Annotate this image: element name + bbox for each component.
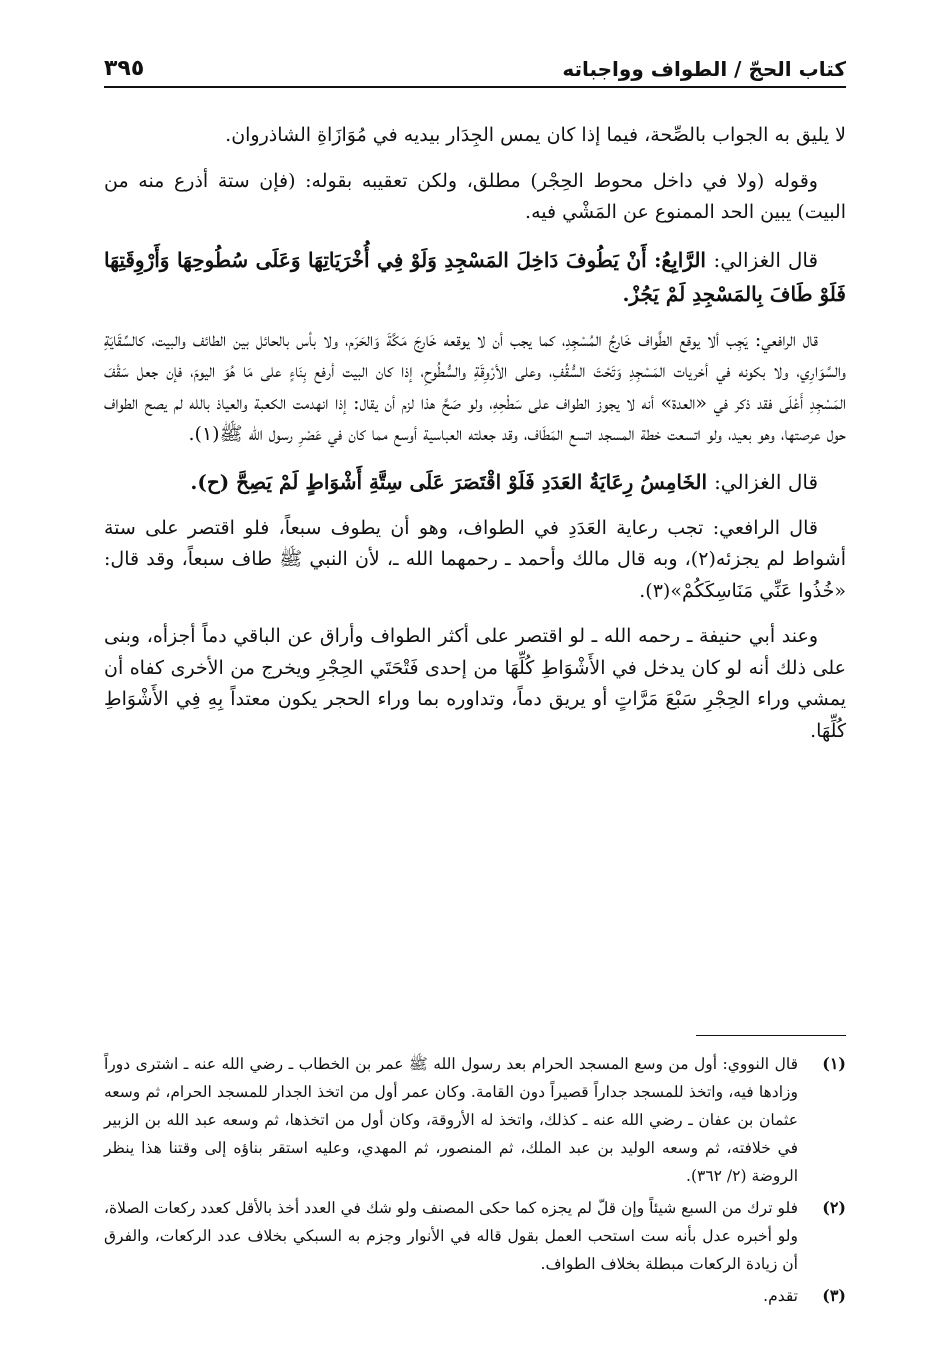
paragraph-text: تجب رعاية العَدَدِ في الطواف، وهو أن يطوف سبعاً، فلو اقتصر على ستة أشواط لم يجزئه(٢)، وبه قال مالك وأحمد ـ رحمهما الله ـ، لأن النبي ﷺ طاف سبعاً، وقد قال: «خُذُوا عَنِّي مَنَاسِكَكُمْ»(٣). bbox=[104, 516, 846, 602]
paragraph-text: وعند أبي حنيفة ـ رحمه الله ـ لو اقتصر على أكثر الطواف وأراق عن الباقي دماً أجزأه، وبنى على ذلك أنه لو كان يدخل في الأَشْوَاطِ كُلِّهَا من إحدى فَتْحَتَي الحِجْرِ ويخرج من الأخرى كفاه أن يمشي وراء الحِجْرِ سَبْعَ مَرَّاتٍ أو يريق دماً، وتداوره بما وراء الحجر يكون معتداً بِهِ فِي الأَشْوَاطِ كُلِّهَا. bbox=[104, 625, 846, 742]
footnote bbox=[104, 1050, 846, 1190]
paragraph bbox=[104, 120, 846, 152]
footnote-marker: (٣) bbox=[822, 1286, 846, 1305]
book-page bbox=[104, 50, 846, 1340]
paragraph-text: يَجِب ألا يوقع الطَّواف خَارِجُ المُسْجِدِ، كما يجب أن لا يوقعه خَارِجَ مَكَّةَ وَالحَرَم، ولا بأس بالحائل بين الطائف والبيت، كالسِّقَايَةِ والسَّوَارِي، ولا بكونه في أخريات المَسْجِدِ وَتَحْتَ السُّقُفِ، وعلى الأرْوِقَةِ والسُّطُوحِ، إذا كان البيت أرفع بِنَاءٍ على مَا هُوَ اليومَ، فإن جعل سَقْفَ المَسْجِدِ أَعْلَى فقد ذكر في «العدة» أنه لا يجوز الطواف على سَطْحِهِ، ولو صَحَّ هذا لزم أن يقال: إذا انهدمت الكعبة والعياذ بالله لم يصح الطواف حول عرصتها، وهو بعيد، ولو اتسعت خطة المسجد اتسع المَطَاف، وقد جعلته العباسية أوسع مما كان في عَصْرِ رسول الله ﷺ(١). bbox=[104, 328, 846, 445]
speaker-label: قال الغزالي: bbox=[713, 247, 819, 272]
paragraph bbox=[104, 166, 846, 229]
footnote-text: تقدم. bbox=[763, 1287, 798, 1305]
page-number: ٣٩٥ bbox=[104, 56, 145, 81]
paragraph-text: وقوله (ولا في داخل محوط الحِجْر) مطلق، ولكن تعقيبه بقوله: (فإن ستة أذرع منه من البيت) يبين الحد الممنوع عن المَشْي فيه. bbox=[104, 169, 846, 223]
paragraph bbox=[104, 621, 846, 747]
ghazali-quote bbox=[104, 465, 846, 499]
footnote bbox=[104, 1194, 846, 1278]
quote-text: الخَامِسُ رِعَايَةُ العَدَدِ فَلَوْ اقْتَصَرَ عَلَى سِتَّةِ أَشْوَاطٍ لَمْ يَصِحَّ (ح). bbox=[190, 469, 708, 494]
speaker-label: قال الغزالي: bbox=[714, 469, 818, 494]
running-head: كتاب الحجّ / الطواف وواجباته bbox=[562, 57, 846, 81]
speaker-label: قال الرافعي: bbox=[754, 328, 818, 351]
rafii-commentary bbox=[104, 325, 846, 451]
rafii-commentary bbox=[104, 513, 846, 608]
footnote-marker: (٢) bbox=[822, 1198, 846, 1217]
quote-text: الرَّابِعُ: أَنْ يَطُوفَ دَاخِلَ المَسْجِدِ وَلَوْ فِي أُخْرَيَاتِهَا وَعَلَى سُطُوحِهَا وَأَرْوِقَتِهَا فَلَوْ طَافَ بِالمَسْجِدِ لَمْ يَجُزْ. bbox=[104, 247, 846, 306]
footnote-text: فلو ترك من السبع شيئاً وإن قلّ لم يجزه كما حكى المصنف ولو شك في العدد أخذ بالأقل كعدد ركعات الصلاة، ولو أخبره عدل بأنه ست استحب العمل بقول قاله في الأنوار وجزم به السبكي بخلاف عدد الركعات، والفرق أن زيادة الركعات مبطلة بخلاف الطواف. bbox=[104, 1199, 798, 1273]
footnotes bbox=[104, 1050, 846, 1314]
main-text bbox=[104, 120, 846, 761]
speaker-label: قال الرافعي: bbox=[712, 516, 818, 539]
paragraph-text: لا يليق به الجواب بالصِّحة، فيما إذا كان يمس الجِدَار بيديه في مُوَازَاةِ الشاذروان. bbox=[225, 124, 846, 146]
footnote bbox=[104, 1282, 846, 1310]
ghazali-quote bbox=[104, 243, 846, 311]
footnote-text: قال النووي: أول من وسع المسجد الحرام بعد رسول الله ﷺ عمر بن الخطاب ـ رضي الله عنه ـ اشترى دوراً وزادها فيه، واتخذ للمسجد جداراً قصيراً دون القامة. وكان عمر أول من اتخذ الجدار للمسجد الحرام، ثم وسعه عثمان بن عفان ـ رضي الله عنه ـ كذلك، واتخذ له الأروقة، وكان أول من اتخذها، ثم وسعه عبد الله بن الزبير في خلافته، ثم وسعه الوليد بن عبد الملك، ثم المنصور، ثم المهدي، وعليه استقر بناؤه إلى وقتنا هذا ينظر الروضة (٢/ ٣٦٢). bbox=[104, 1055, 798, 1185]
page-header bbox=[104, 50, 846, 88]
footnote-marker: (١) bbox=[822, 1054, 846, 1073]
footnote-separator bbox=[696, 1035, 846, 1036]
